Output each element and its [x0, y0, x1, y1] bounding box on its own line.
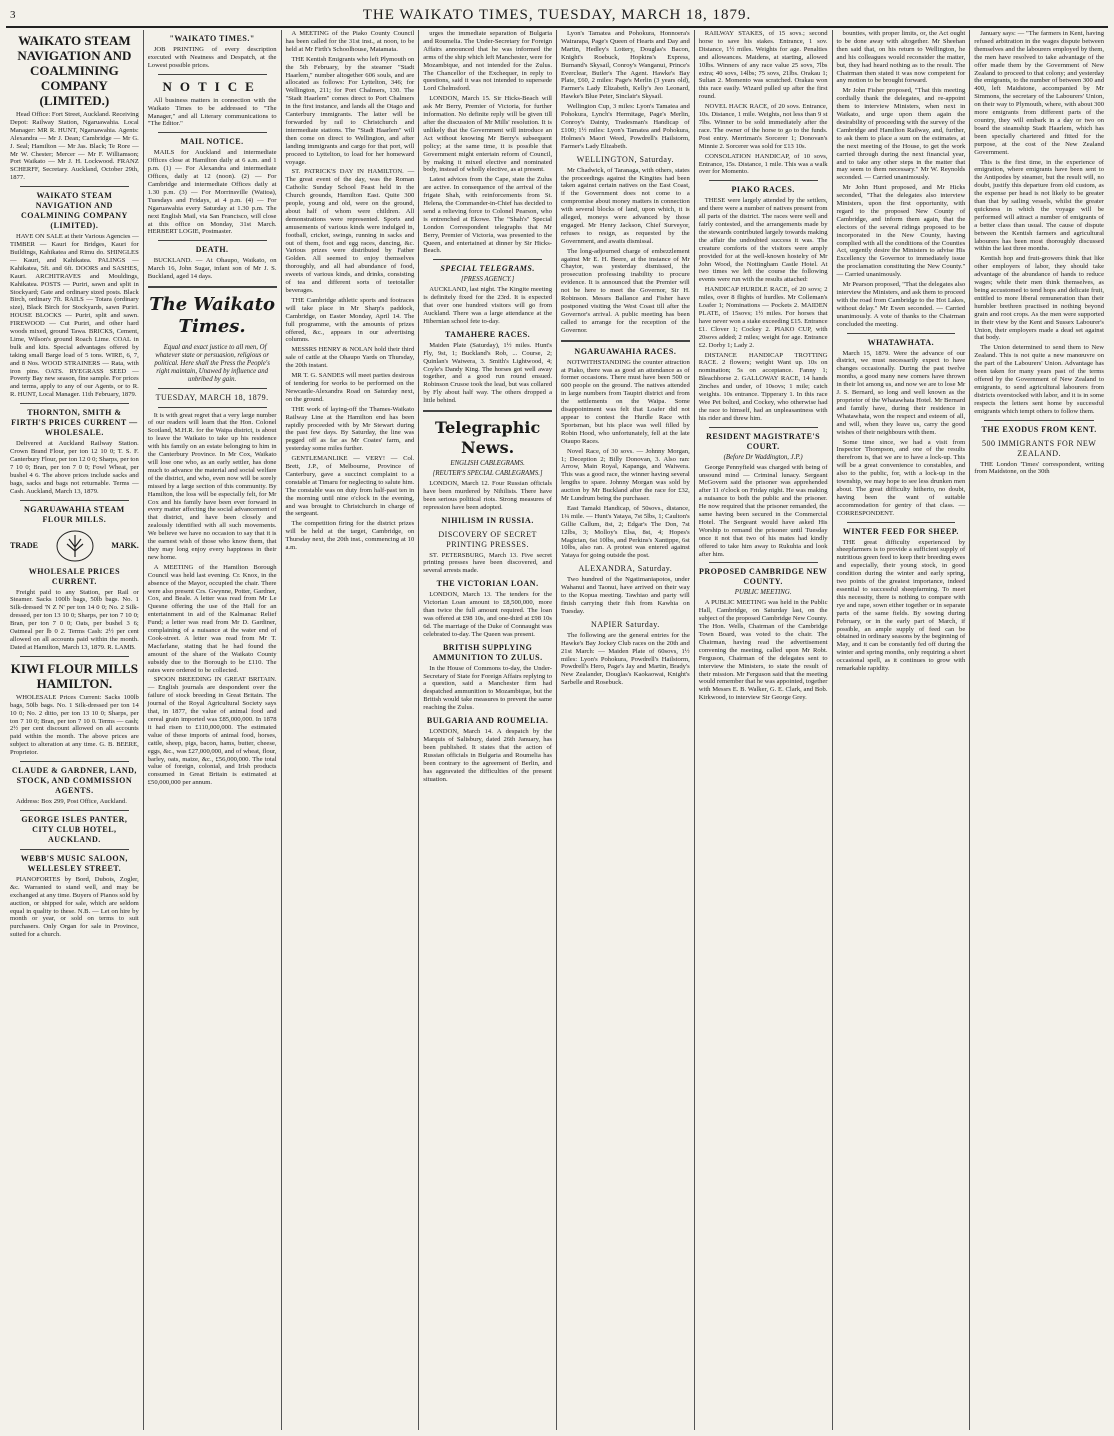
- column-3: [282, 30, 420, 1430]
- music-saloon-heading: WEBB'S MUSIC SALOON, WELLESLEY STREET.: [20, 853, 128, 873]
- immigrants-heading: 500 IMMIGRANTS FOR NEW ZEALAND.: [981, 438, 1097, 458]
- news-item: LONDON, March 15. Sir Hicks-Beach will ask Mr Berry, Premier of Victoria, for further information. No definite reply will be given till after the discussion of Mr Mills' resolution. It is unlikely that the Government will introduce an Act without knowing Mr Berry's subsequent policy; at the same time, it is possible that Government might entertain reform of Council, by making it mixed elective and nominated body, instead of wholly elective, as at present.: [423, 95, 552, 174]
- news-item: Mr Chadwick, of Taranaga, with others, states the proceedings against the Kingites had been taken against certain natives on the East Coast, if the Government does not come to a compromise about money matters in connection with several blocks of land, upon which, it is alleged, moneys were advanced by those engaged. Mr Henry Jackson, Chief Surveyor, refuses to resign, as requested by the Government, and awaits dismissal.: [561, 166, 690, 245]
- divider: [709, 427, 818, 428]
- news-item: NOTWITHSTANDING the counter attraction at Piako, there was as good an attendance as of former occasions. There must have been 500 or 600 people on the ground. The natives attended in large numbers from Taupiri district and from the settlements on the Waipa. Some disappointment was felt that Loafer did not appear to contest the Hurdle Race with Sportsman, but his place was well filled by Robin Hood, who unfortunately, fell at the late Otaupo Races.: [561, 358, 690, 445]
- news-item: Kentish hop and fruit-growers think that like other employers of labor, they should take advantage of the abundance of hands to reduce wages; while their men think themselves, as being accustomed to tend hops and delicate fruit, entitled to more liberal remuneration than their humbler brethren practised in nothing beyond grain and root crops. As the men were supported in their view by the Kent and Sussex Labourer's Union, their employers made a dead set against that body.: [974, 255, 1104, 342]
- steam-nav-heading: WAIKATO STEAM NAVIGATION AND COALMINING COMPANY (LIMITED.): [17, 33, 132, 108]
- news-item: Novel Race, of 30 sovs. — Johnny Morgan, 1; Deception 2; Billy Donovan, 3. Also ran: Arrow, Main Royal, Kapanga, and Waiwera. This was a good race, the winner having several lengths to spare. Johnny Morgan was sold by auction by Mr Buckland after the race for £32, Mr Lundrum being the purchaser.: [561, 447, 690, 503]
- news-item: THE work of laying-off the Thames-Waikato Railway Line at the Hamilton end has been rapidly proceeded with by Mr Stewart during the past few days. By Saturday, the line was pegged off as far as Mr Coates' farm, and yesterday some miles further.: [285, 405, 415, 453]
- news-item: LONDON, March 14. A despatch by the Marquis of Salisbury, dated 26th January, has been published. It states that the action of Russian officials in Bulgaria and Roumelia has been contrary to the agreement of Berlin, and has aggravated the difficulties of the present situation.: [423, 728, 552, 783]
- piako-races-heading: PIAKO RACES.: [731, 185, 795, 195]
- thornton-heading: THORNTON, SMITH & FIRTH'S PRICES CURRENT — WHOLESALE.: [11, 408, 138, 438]
- times-heading: "WAIKATO TIMES.": [169, 34, 255, 43]
- news-item: DISTANCE HANDICAP TROTTING RACE. 2 flowers; weight Want up. 10s on nomination; 5s on acceptance. Fanny 1; Bleachhorse 2. GALLOWAY RACE, 14 hands 2inches and under, of 10sovs; 1 mile; catch weights. 10s entrance. Tipperary 1. In this race Wee Pet bolted, and Cockey, who otherwise had the race to himself, had an unpleasantness with his rider and threw him.: [698, 351, 828, 422]
- editorial-body-2: A MEETING of the Hamilton Borough Council was held last evening. Cr. Knox, in the absence of the Mayor, occupied the chair. There were also present Crs. Gwynne, Potter, Gardner, Cox, and Beale. A letter was read from Mr Le Quesne offering the use of the Hall for an entertainment in aid of the Kalmanac Relief Fund; a letter was read from Mr D. Gardiner, complaining of a nuisance at the water end of Cook-street. A letter was read from Mr T. Macfarlane, stating that he had found the amount of the share of the Waikato County subsidy due to the Borough to be £110. The rates were ordered to be collected.: [147, 563, 277, 674]
- special-telegrams-heading: SPECIAL TELEGRAMS.: [440, 264, 535, 274]
- divider: [847, 522, 956, 523]
- news-item: HANDICAP HURDLE RACE, of 20 sovs; 2 miles, over 8 flights of hurdles. Mr Colleman's Loafer 1; Nominations — Pockets 2. MAIDEN PLATE, of 15sovs; 1½ miles. For horses that have never won a stake exceeding £15. Entrance £1. Clover 1; Cockey 2. PIAKO CUP, with 20sovs added; 2 miles; weight for age. Entrance £2. Dorby 1; Lady 2.: [698, 286, 828, 349]
- telegraphic-news-heading: Telegraphic News.: [435, 418, 541, 458]
- divider: [158, 240, 267, 241]
- divider: [20, 761, 129, 762]
- reuters-label: [REUTER'S SPECIAL CABLEGRAMS.]: [432, 469, 543, 477]
- divider: [20, 500, 129, 501]
- tamahere-races-heading: TAMAHERE RACES.: [445, 329, 531, 339]
- alexandra-heading: ALEXANDRA, Saturday.: [578, 564, 673, 574]
- newspaper-title: THE WAIKATO TIMES, TUESDAY, MARCH 18, 1879.: [362, 7, 752, 23]
- notice-body: All business matters in connection with the Waikato Times to be addressed to "The Manager," and all Literary communications to "The Editor.": [147, 96, 277, 128]
- news-item: Latest advices from the Cape, state the Zulus are active. In consequence of the arrival of the frigate Shah, with reinforcements from St. Helena, the Commander-in-Chief has decided to send a relieving force to Colonel Pearson, who is entrenched at Ekowe. The "Shah's" Special London Correspondent telegraphs that Mr Berry, Premier of Victoria, was presented to the Queen, and entertained at dinner by Sir Hicks-Beach.: [423, 176, 552, 255]
- news-item: The following are the general entries for the Hawke's Bay Jockey Club races on the 20th and 21st March: — Maiden Plate of 60sovs, 1½ miles: Lyon's Pohokura, Powdrell's Hailstorm, Powdrell's Hero, Page's Jay and Martin, Brady's New Zealander, Douglas's Kaokaowai, Knight's Sarbelle and Rosebuck.: [561, 631, 690, 687]
- thornton-body: Delivered at Auckland Railway Station. Crown Brand Flour, per ton 12 10 0; T. S. F. Canterbury Flour, per ton 12 0 0; Sharps, per ton 7 10 0; Bran, per ton 7 0 0; Fowl Wheat, per bushel 4 6. The above prices include sacks and bags, sacks and bags not returnable. Terms — Cash. Auckland, March 13, 1879.: [10, 440, 139, 495]
- news-item: THE London 'Times' correspondent, writing from Maidstone, on the 30th: [974, 460, 1104, 476]
- news-item: THE Cambridge athletic sports and footraces will take place in Mr Sharp's paddock, Cambridge, on Easter Monday, April 14. The full programme, with the amounts of prizes offered, &c., appears in our advertising columns.: [285, 296, 415, 344]
- claude-gardner-heading: CLAUDE & GARDNER, LAND, STOCK, AND COMMISSION AGENTS.: [11, 766, 137, 796]
- news-item: Mr John Hunt proposed, and Mr Hicks seconded, "That the delegates also interview Ministers, upon the first opportunity, with regard to the proposed New County of Cambridge, and inform them again, that the electors of the several ridings proposed to be incorporated in the New County, having complied with all the conditions of the Counties Act, urgently desire the Ministers to advise His Excellency the Governor to immediately issue the proclamation constituting the New County." — Carried unanimously.: [836, 184, 966, 279]
- news-item: RAILWAY STAKES, of 15 sovs.; second horse to save his stakes. Entrance, 1 sov. Distance, 1½ miles. Weights for age. Penalties and allowances. Maidens, at starting, allowed 10lbs. Winners of any race value 25 sovs, 7lbs extra; 40 sovs, 14lbs; 75 sovs, 21lbs. Orakau 1; Sultan 2. Momento was scratched. Orakau won this race easily. Wizard pulled up after the first round.: [698, 30, 828, 101]
- victorian-loan-heading: THE VICTORIAN LOAN.: [436, 579, 539, 589]
- divider: [20, 810, 129, 811]
- steam-nav-heading-2: WAIKATO STEAM NAVIGATION AND COALMINING COMPANY (LIMITED).: [20, 191, 128, 231]
- divider: [158, 407, 267, 408]
- news-item: A PUBLIC MEETING was held in the Public Hall, Cambridge, on Saturday last, on the subject of the proposed Cambridge New County. The Hon. Wells, Chairman of the Cambridge Town Board, was voted to the chair. The Chairman, having read the advertisement convening the meeting, called upon Mr Robt. Ferguson, Chairman of the delegates sent to interview the Ministers, to state the result of their mission. Mr Ferguson said that the meeting would remember that he was appointed, together with Messrs E. B. Walker, G. E. Clark, and Bob. Kirkwood, to interview Sir George Grey.: [698, 599, 828, 702]
- nihilism-heading: NIHILISM IN RUSSIA.: [441, 515, 534, 525]
- trade-label: TRADE: [10, 540, 39, 550]
- divider: [158, 74, 267, 75]
- news-item: LONDON, March 12. Four Russian officials have been murdered by Nihilists. There have been serious political riots. Strong measures of repression have been adopted.: [423, 479, 552, 511]
- divider: [20, 403, 129, 404]
- editorial-motto: Equal and exact justice to all men, Of whatever state or persuasion, religious or political. Here shall the Press the People's right maintain, Unawed by influence and unbribed by gain.: [154, 344, 270, 383]
- divider: [984, 420, 1094, 421]
- page-number: 3: [10, 9, 17, 21]
- news-item: This is the first time, in the experience of emigration, where emigrants have been sent to the Antipodes by steamer, but the result will, no doubt, justify this departure from old custom, as the expense per head is not likely to be greater than that by sailing vessels, whilst the greater quickness in which the voyage will be performed will attract a number of emigrants of a better class than usual. The cause of dispute between the Kentish farmers and agricultural labourers has been most thoroughly discussed within the last three months.: [974, 158, 1104, 253]
- divider: [709, 562, 818, 563]
- trade-mark-emblem: [10, 529, 139, 563]
- column-8: [970, 30, 1108, 1430]
- news-item: THE Kentish Emigrants who left Plymouth on the 5th February, by the steamer "Stadt Haarlem," number altogether 606 souls, and are allocated as follows: For Lyttelton, 346; for Wellington, 211; for Port Chalmers, 130. The "Stadt Haarlem" comes direct to Port Chalmers in the first instance, and lands all the Otago and Canterbury immigrants. The latter will be forwarded by rail to Christchurch and intermediate stations. The "Stadt Haarlem" will then come on direct to Wellington, and after landing immigrants and cargo for that port, will proceed to Lyttelton, to load for her homeward voyage.: [285, 55, 415, 166]
- divider: [20, 849, 129, 850]
- column-2: [144, 30, 282, 1430]
- news-item: Two hundred of the Ngatimaniapotos, under Wahanui and Taonui, have arrived on their way to the Kopua meeting. Tawhiao and party will finish carrying their fish from Kawhia on Tuesday.: [561, 576, 690, 615]
- divider: [158, 388, 267, 389]
- news-item: George Pennyfield was charged with being of unsound mind — Criminal lunacy. Sergeant McGovern said the prisoner was apprehended after 11 o'clock on Friday night. He was making a nuisance to both the public and the prisoner. He now required that the prisoner remanded, the same having been secured in the Commercial Hotel. The Sergeant would have asked His Worship to remand the prisoner until Tuesday once it not that two of his mates had kindly offered to take him away to Rukuhia and look after him.: [698, 463, 828, 558]
- news-item: MR T. G. SANDES will meet parties desirous of tendering for works to be performed on the Newcastle-Alexandra Road on Saturday next, on the ground.: [285, 372, 415, 403]
- editorial-date: TUESDAY, MARCH 18, 1879.: [155, 392, 269, 402]
- death-notice: BUCKLAND. — At Ohaupo, Waikato, on March 16, John Sugar, infant son of Mr J. S. Buckland, aged 14 days.: [147, 257, 277, 281]
- column-7: [833, 30, 971, 1430]
- steam-nav-body-2: HAVE ON SALE at their Various Agencies — TIMBER — Kauri for Bridges, Kauri for Buildings, Kahikatea and Rimu do. SHINGLES — Kauri, and Kahikatea. PALINGS — Kahikatea, 5ft. and 6ft. DOORS and SASHES, Kauri. ARCHITRAVES and Mouldings, Kahikatea. POSTS — Puriri, sawn and split in Stockyard; Gate and ordinary sized posts. Black Birch, ordinary 7ft. RAILS — Totara (ordinary size), Black Birch for Stockyards, sawn Puriri. HOUSE BLOCKS — Puriri, split and sawn. FIREWOOD — Cut Puriri, and other hard woods mixed, ground Tawa. BRICKS, Cement, Lime, Wilson's ground Roach Lime. COAL in bulk and kits. Special advantages offered by taking small Barge load of 5 tons. WIRE, 6, 7, and 8 Nos. WOOD STRAINERS — Rata, with iron pins. OATS. RYEGRASS SEED — Poverty Bay new season, fine sample. For prices and terms, apply to any of our Agents, or to R. R. HUNT, Local Manager. 11th February, 1879.: [10, 233, 139, 399]
- news-item: GENTLEMANLIKE — VERY! — Col. Brett, J.P., of Melbourne, Province of Canterbury, gave a succinct complaint to a constable at Timaru for neglecting to salute him. The constable was on duty from half-past ten in the morning until nine o'clock in the evening, and was brought to Christchurch in charge of the sergeant.: [285, 455, 415, 518]
- divider: [423, 410, 552, 412]
- divider: [148, 286, 277, 288]
- winter-feed-heading: WINTER FEED FOR SHEEP.: [842, 526, 959, 536]
- steam-nav-body: Head Office: Fort Street, Auckland. Receiving Depot: Railway Station, Ngaruawahia. Local Manager: MR R. HUNT, Ngaruawahia. Agents: Alexandra — Mr J. Dean; Cambridge — Mr G. J. Seal; Hamilton — Mr Jas. Black; Te Rore — Mr W. Chester; Mercer — Mr F. Williamson; Port Waikato — Mr J. H. Lockwood. FRANZ SCHERFF, Secretary. Auckland, October 29th, 1877.: [10, 111, 139, 182]
- news-item: March 15, 1879. Were the advance of our district, we must necessarily expect to have changes occasionally. During the past twelve months, a good many new comers have thrown in their lot among us, and now we are to lose Mr J. S. Bernard, so long and well known as the proprietor of the Whatawhata Hotel. Mr Bernard and family have, during their residence in Whatawhata, won the respect and esteem of all, and will, when they leave us, carry the good wishes of their neighbours with them.: [836, 349, 966, 436]
- news-item: In the House of Commons to-day, the Under-Secretary of State for Foreign Affairs replying to a question, said a Manchester firm had despatched ammunition to Mozambique, but the British would take measures to prevent the same reaching the Zulus.: [423, 664, 552, 712]
- notice-heading: NOTICE: [162, 78, 262, 94]
- whatawhata-heading: WHATAWHATA.: [867, 337, 935, 347]
- columns: [6, 30, 1108, 1430]
- job-printing-notice: JOB PRINTING of every description executed with Neatness and Despatch, at the Lowest possible prices.: [147, 46, 277, 69]
- editorial-masthead: The Waikato Times.: [149, 294, 276, 338]
- napier-heading: NAPIER Saturday.: [590, 619, 660, 629]
- bulgaria-heading: BULGARIA AND ROUMELIA.: [426, 716, 549, 726]
- wellington-heading: WELLINGTON, Saturday.: [576, 154, 674, 164]
- news-item: ST. PATRICK'S DAY IN HAMILTON. — The great event of the day, was the Roman Catholic Sunday School Feast held in the Church grounds, Hamilton East. Quite 300 people, young and old, were on the ground, about half of whom were children. All demonstrations were represented. Sports and amusements of various kinds were indulged in, football, cricket, swings, running in sacks and out of them, foot and egg races, dancing, &c. Various prizes were distributed by Father Golden. All seemed to enjoy themselves thoroughly, and all had abundance of food, sweets of various kinds, and drinks, consisting of tea and different sorts of teetotaller beverages.: [285, 168, 415, 294]
- divider: [709, 180, 818, 181]
- music-saloon-body: PIANOFORTES by Bord, Dubois, Zogler, &c. Warranted to stand well, and may be exchanged at any time. Buyers of Pianos sold by auction, or shipped for sale, which are seldom equal in quality to these. N.B. — Let on hire by month or year, or sold on terms to suit purchasers. Only Organ for sale in Province, suited for a church.: [10, 875, 139, 939]
- editorial-body-1: It is with great regret that a very large number of our readers will learn that the Hon. Colonel Scotland, M.H.R. for the Waipa district, is about to leave the Waikato to take up his residence with his family on an estate belonging to him in the Canterbury Province. In Mr Cox, Waikato will lose one who, as an early settler, has done much to advance the material and social welfare of the district, and who, even now will be sorely missed by a large section of this community. By Hamilton, the loss will be especially felt, for Mr Cox and his family have been ever forward in every matter affecting the social advancement of that district, and have been closely and zealously identified with all such movements. We believe we have no occasion to say that it is the earnest wish of those who know them, that they may long enjoy every happiness in their new home.: [147, 411, 277, 561]
- magistrates-court-sub: (Before Dr Waddington, J.P.): [723, 453, 803, 461]
- editorial-body-3: SPOON BREEDING IN GREAT BRITAIN. — English journals are despondent over the failure of stock breeding in Great Britain. The journal of the Royal Agricultural Society says that, in 1877, the value of animal food and cereal grain imported was £85,000,000. In 1878 it had risen to £110,000,000. The estimated value of these imports of animal food, horses, cattle, sheep, pigs, bacon, hams, butter, cheese, eggs, &c., was £27,000,000, and of wheat, flour, barley, oats, maize, &c., £56,000,000. The total value of foreign, colonial, and Irish products consumed in Great Britain is estimated at £50,000,000 per annum.: [147, 676, 277, 787]
- column-6: [695, 30, 833, 1430]
- column-5: [557, 30, 695, 1430]
- death-heading: DEATH.: [195, 245, 229, 255]
- column-1: [6, 30, 144, 1430]
- news-item: The competition firing for the district prizes will be held at the target, Cambridge, on Thursday next, the 20th inst., commencing at 10 a.m.: [285, 520, 415, 552]
- news-item: Maiden Plate (Saturday), 1½ miles. Hunt's Fly, 9st, 1; Buckland's Rob, ... Course, 2; Quinlan's Waiwera, 3. Smith's Lightwood, 4; Coyle's Dandy King. The horses got well away together, and a good run round ensued. Robinson Crusoe took the lead, but was collared by Fly about half way. The others dropped a little behind.: [423, 341, 552, 405]
- news-item: NOVEL HACK RACE, of 20 sovs. Entrance, 10s. Distance, 1 mile. Weights, not less than 9 st 7lbs. Winner to be sold immediately after the race. The owner of the horse to go to the funds. Post entry. Merriman's Sorcerer 1; Donovan's Minnie 2. Sorcerer was sold for £13 10s.: [698, 103, 828, 150]
- news-item: The long-adjourned charge of embezzlement against Mr E. H. Beere, at the instance of Mr Chaytor, was yesterday dismissed, the prosecution professing inability to procure evidence. It is announced that the Premier will not be here to meet the Governor, Sir H. Robinson. Messrs Ballance and Fisher have postponed visiting the West Coast till after the Governor's arrival. A public meeting has been called to arrange for the reception of the Governor.: [561, 247, 690, 334]
- news-item: The Union determined to send them to New Zealand. This is not quite a new manœuvre on the part of the Labourers' Union. Advantage has been taken for many years past of the terms offered by the Government of New Zealand to emigrants, to send agricultural labourers from districts overstocked with labor, and it is in some respects the letters sent home by successful emigrants which tempt others to follow them.: [974, 344, 1104, 415]
- exodus-heading: THE EXODUS FROM KENT.: [981, 424, 1097, 434]
- divider: [20, 656, 129, 657]
- news-item: LONDON, March 13. The tenders for the Victorian Loan amount to £8,500,000, more than twice the full amount required. The loan was offered at £98 10s, and one-third at £98 10s 6d. The marriage of the Duke of Connaught was celebrated to-day. The Queen was present.: [423, 591, 552, 638]
- press-agency-label: [PRESS AGENCY.]: [460, 276, 515, 284]
- wholesale-heading: WHOLESALE PRICES CURRENT.: [28, 566, 121, 586]
- flour-mills-heading: NGARUAWAHIA STEAM FLOUR MILLS.: [24, 504, 125, 524]
- news-item: Mr John Fisher proposed, "That this meeting cordially thank the delegates, and re-appoint them to interview Ministers, when next in Waikato, and urge upon them again the desirability of proceeding with the survey of the Cambridge and Hamilton Railway, and, further, to ask them to place a sum on the estimates, at the next meeting of the House, to get the work carried through during the next financial year, and to take any other steps in the matter that may seem to them necessary." Mr W. Reynolds seconded. — Carried unanimously.: [836, 87, 966, 182]
- news-item: CONSOLATION HANDICAP, of 10 sovs, Entrance, 15s. Distance, 1 mile. This was a walk over for Momento.: [698, 152, 828, 176]
- news-item: A MEETING of the Piako County Council has been called for the 31st inst., at noon, to be held at Mr Firth's Schoolhouse, Matamata.: [285, 30, 415, 53]
- news-item: THESE were largely attended by the settlers, and there were a number of natives present from all parts of the district. The races were well and fairly contested, and the arrangements made by the stewards contributed largely towards making the affair the undoubted success it was. The creature comforts of the visitors were amply provided for at the well-known hostelry of Mr John Wood, the Nottingham Castle Hotel. At two times we left the course the following events were run with the results attached:: [698, 197, 828, 284]
- masthead: [6, 4, 1108, 28]
- ngaruawahia-races-heading: NGARUAWAHIA RACES.: [574, 346, 677, 356]
- news-item: January says: — "The farmers in Kent, having refused arbitration in the wages dispute between themselves and the labourers employed by them, the men have resolved to take advantage of the offer made them by the Government of New Zealand to proceed to that colony; and yesterday the emigrants, to the number of between 300 and 400, left Maidstone, accompanied by Mr Simmons, the secretary of the Labourers' Union, on their way to Plymouth, where, with about 300 more emigrants from different parts of the country, they will embark in a day or two on board the steamship Stadt Haarlem, which has been specially chartered and fitted for the purpose, at the cost of the New Zealand Government.: [974, 30, 1104, 156]
- column-4: [419, 30, 557, 1430]
- news-item: Mr Pearson proposed, "That the delegates also interview the Ministers, and ask them to proceed with the road from Cambridge to the Hot Lakes, without delay." Mr Ewen seconded. — Carried unanimously. A vote of thanks to the Chairman concluded the meeting.: [836, 281, 966, 328]
- mail-notice-body: MAILS for Auckland and intermediate Offices close at Hamilton daily at 6 a.m. and 1 p.m. (1) — For Alexandra and intermediate Offices, daily at 12 (noon). (2) — For Cambridge and intermediate Offices daily at 1.30 p.m. (3) — For Morrinsville (Waitoa), Tuesdays and Fridays, at 4 p.m. (4) — For Ngaruawahia every Saturday at 1.30 p.m. The next English Mail, via San Francisco, will close at this office on Monday, 31st March. HERBERT LOGIE, Postmaster.: [147, 149, 277, 236]
- claude-gardner-body: Address: Box 299, Post Office, Auckland.: [16, 798, 127, 806]
- ammunition-heading: BRITISH SUPPLYING AMMUNITION TO ZULUS.: [432, 642, 543, 662]
- divider: [561, 340, 690, 342]
- news-item: Wellington Cup, 3 miles: Lyon's Tamatea and Pohokura, Lynch's Hermitage, Page's Merlin, Conroy's Dainty, Tradesman's Handicap of £100; 1½ miles: Lyon's Tamatea and Pohokura, Holmes's Maori Weed, Powdrell's Hailstorm, Farmer's Lady Elizabeth.: [561, 103, 690, 150]
- kiwi-mills-body: WHOLESALE Prices Current: Sacks 100lb bags, 50lb bags. No. 1 Silk-dressed per ton 14 10 0; No. 2 ditto, per ton 13 10 0; Sharps, per ton 7 10 0; Bran, per ton 7 10 0. Terms — cash; 2½ per cent discount allowed on all accounts paid within the month. The above prices are subject to alteration at any time. G. B. BEERE, Proprietor.: [10, 693, 139, 757]
- news-item: ST. PETERSBURG, March 13. Five secret printing presses have been discovered, and several arrests made.: [423, 551, 552, 575]
- mail-notice-heading: MAIL NOTICE.: [180, 137, 244, 147]
- news-item: bounties, with proper limits, or, the Act ought to be done away with altogether. Mr Sheehan then said that, on his return to Wellington, he and his colleagues would reconsider the matter, but, they had heard nothing as to the result. The Chairman then stated it was now competent for any motion to be brought forward.: [836, 30, 966, 85]
- news-item: Some time since, we had a visit from Inspector Thompson, and one of the results therefrom is, that we are to have a lock-up. This will be a great convenience to constables, and also to the public, for, with a lock-up in the township, we may hope to see less drunken men about. The great difficulty hitherto, no doubt, having been the want of suitable accommodation for gentry of that class. — CORRESPONDENT.: [836, 438, 966, 517]
- kiwi-mills-heading: KIWI FLOUR MILLS HAMILTON.: [10, 660, 138, 691]
- divider: [20, 186, 129, 187]
- magistrates-court-heading: RESIDENT MAGISTRATE'S COURT.: [706, 431, 821, 451]
- mark-label: MARK.: [111, 540, 139, 550]
- printing-presses-heading: DISCOVERY OF SECRET PRINTING PRESSES.: [438, 529, 537, 549]
- news-item: AUCKLAND, last night. The Kingite meeting is definitely fixed for the 23rd. It is expected that over one hundred visitors will go from Auckland. There was a large attendance at the Hibernian school fete to-day.: [423, 286, 552, 325]
- wheatsheaf-icon: [55, 529, 95, 563]
- cambridge-county-heading: PROPOSED CAMBRIDGE NEW COUNTY.: [698, 567, 828, 587]
- english-cablegrams-heading: ENGLISH CABLEGRAMS.: [450, 460, 525, 468]
- news-item: MESSRS HENRY & NOLAN hold their third sale of cattle at the Ohaupo Yards on Thursday, the 20th instant.: [285, 346, 415, 370]
- divider: [847, 333, 956, 334]
- wholesale-body: Freight paid to any Station, per Rail or Steamer. Sacks 100lb bags, 50lb bags. No. 1 Silk-dressed 'N Z N' per ton 14 0 0; No. 2 Silk-dressed, per ton 13 10 0; Sharps, per ton 7 10 0; Bran, per ton 7 0 0; Oats, per bushel 3 6; Oatmeal per lb 0 2. Terms Cash: 2½ per cent allowed on all accounts paid within the month. Dated at Hamilton, March 13, 1879. R. LAMB.: [10, 588, 139, 651]
- public-meeting-heading: PUBLIC MEETING.: [734, 589, 792, 597]
- divider: [158, 132, 267, 133]
- city-club-heading: GEORGE ISLES PANTER, CITY CLUB HOTEL, AUCKLAND.: [21, 814, 128, 844]
- divider: [433, 259, 542, 260]
- news-item: THE great difficulty experienced by sheepfarmers is to provide a sufficient supply of nutritious green feed to keep their breeding ewes and especially, their young stock, in good condition during the winter and early spring, two points of the greatest importance, indeed essential to successful sheepfarming. To meet this necessity, there is nothing to compare with rye and rape, sown either together or in separate parts of the same fields. By sowing during February, or in the early part of March, if possible, an ample supply of feed can be obtained in ordinary seasons by the beginning of May, and it can be constantly fed off during the winter and spring months, only requiring a short occasional spell, as it continues to grow with remarkable rapidity.: [836, 538, 966, 673]
- news-item: urges the immediate separation of Bulgaria and Roumelia. The Under-Secretary for Foreign Affairs announced that he was informed the arms of the ship which left Manchester, were for Mozambique, and not intended for the Zulus. The Chancellor of the Exchequer, in reply to questions, said it was not intended to supersede Lord Chelmsford.: [423, 30, 552, 93]
- news-item: Lyon's Tamatea and Pohokura, Honnoera's Wairarapa, Page's Queen of Hearts and Day and Martin, Hedley's Lottery, Douglas's Bacon, Knight's Roebuck, Hopkins's Express, Burnand's Skysail, Conroy's Wanganui, Prince's Everclear, Butler's The Agent. Hawke's Bay Plate, £60, 2 miles: Page's Merlin (3 years old), Farmer's Lady Elizabeth, Kelly's Jeo Leonard, Hawke's Blue Peter, Sinclair's Skysail.: [561, 30, 690, 101]
- news-item: East Tamaki Handicap, of 50sovs., distance, 1¼ mile. — Hunt's Yataya, 7st 5lbs, 1; Caulton's Gillie Callum, 8st, 2; Edgar's The Don, 7st 12lbs, 3; Molloy's Elsa, 8st, 4; Hopes's Magician, 6st 10lbs, and Perkins's Xantippe, 6st 10lbs, also ran. A protest was entered against Yataya for going outside the post.: [561, 504, 690, 560]
